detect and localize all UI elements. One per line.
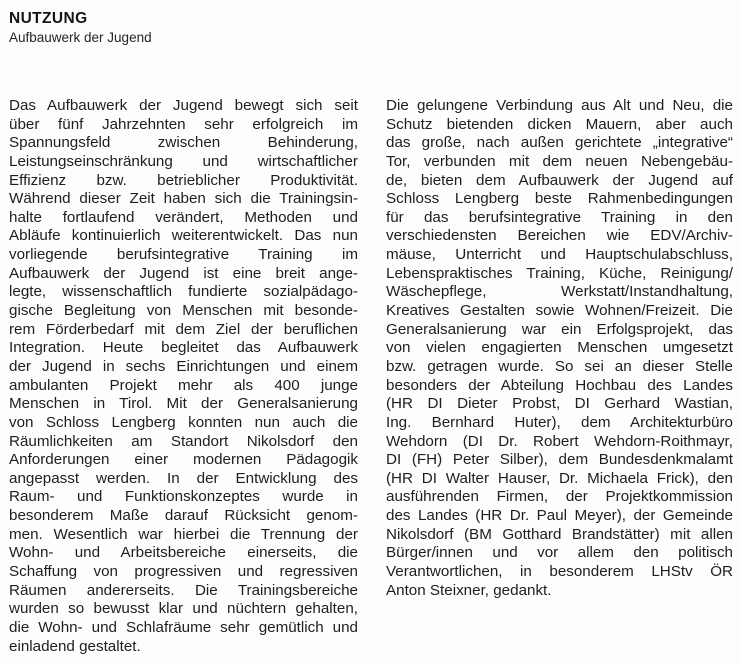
- text-line: DI (FH) Peter Silber), dem Bundesdenkmalamt: [386, 451, 733, 469]
- text-line: Aufbauwerk der Jugend ist eine breit ange-: [9, 264, 358, 282]
- text-line: von Schloss Lengberg konnten nun auch die: [9, 413, 358, 431]
- text-line: Das Aufbauwerk der Jugend bewegt sich seit: [9, 97, 358, 114]
- text-line: Menschen in Tirol. Mit der Generalsanierung: [9, 395, 358, 413]
- text-line: Räumlichkeiten am Standort Nikolsdorf den: [9, 432, 358, 450]
- text-line: Räumen andererseits. Die Trainingsbereiche: [9, 581, 358, 599]
- text-line: Wohn- und Arbeitsbereiche einerseits, die: [9, 544, 358, 562]
- article-column-left: [9, 97, 358, 656]
- text-line: der Jugend in sechs Einrichtungen und einem: [9, 357, 358, 375]
- text-line: bzw. getragen wurde. So sei an dieser Stelle: [386, 357, 733, 375]
- text-line: ambulanten Projekt mehr als 400 junge: [9, 376, 358, 394]
- text-line: ausführenden Firmen, der Projektkommission: [386, 488, 733, 506]
- text-line: Raum- und Funktionskonzeptes wurde in: [9, 488, 358, 506]
- text-line: gische Begleitung von Menschen mit besonde-: [9, 302, 358, 320]
- text-line: Spannungsfeld zwischen Behinderung,: [9, 134, 358, 152]
- text-line: de, bieten dem Aufbauwerk der Jugend auf: [386, 171, 733, 189]
- text-line: mäuse, Unterricht und Hauptschulabschluss,: [386, 246, 733, 264]
- text-line: des Landes (HR Dr. Paul Meyer), der Gemeinde: [386, 507, 733, 525]
- text-line: Anforderungen einer modernen Pädagogik: [9, 451, 358, 469]
- text-line: Während dieser Zeit haben sich die Trainingsin-: [9, 190, 358, 208]
- text-line: über fünf Jahrzehnten sehr erfolgreich im: [9, 115, 358, 133]
- text-line: besonders der Abteilung Hochbau des Landes: [386, 376, 733, 394]
- text-line: Lebenspraktisches Training, Küche, Reinigung/: [386, 264, 733, 282]
- text-line: (HR DI Dieter Probst, DI Gerhard Wastian,: [386, 395, 733, 413]
- text-line: angepasst werden. In der Entwicklung des: [9, 469, 358, 487]
- text-line: einladend gestaltet.: [9, 637, 141, 655]
- page-header: [9, 10, 152, 46]
- page-subtitle: Aufbauwerk der Jugend: [9, 30, 152, 45]
- text-line: verschiedensten Bereichen wie EDV/Archiv-: [386, 227, 733, 245]
- text-line: Tor, verbunden mit dem neuen Nebengebäu-: [386, 152, 733, 170]
- article-column-right: [386, 97, 733, 656]
- text-line: Anton Steixner, gedankt.: [386, 581, 552, 599]
- text-line: besonderem Maße darauf Rücksicht genom-: [9, 507, 358, 525]
- text-line: Schloss Lengberg beste Rahmenbedingungen: [386, 190, 733, 208]
- text-line: Kreatives Gestalten sowie Wohnen/Freizeit. Die: [386, 302, 733, 320]
- text-line: Bürger/innen und vor allem den politisch: [386, 544, 733, 562]
- text-line: Wehdorn (DI Dr. Robert Wehdorn-Roithmayr,: [386, 432, 733, 450]
- text-line: Integration. Heute begleitet das Aufbauwerk: [9, 339, 358, 357]
- text-line: men. Wesentlich war hierbei die Trennung der: [9, 525, 358, 543]
- text-line: wurden so bewusst klar und nüchtern gehalten,: [9, 600, 358, 618]
- text-line: vorliegende berufsintegrative Training im: [9, 246, 358, 264]
- text-line: Effizienz bzw. betrieblicher Produktivität.: [9, 171, 358, 189]
- text-line: rem Förderbedarf mit dem Ziel der beruflichen: [9, 320, 358, 338]
- text-line: von vielen engagierten Menschen umgesetzt: [386, 339, 733, 357]
- text-line: das große, nach außen gerichtete „integrative“: [386, 134, 733, 152]
- text-line: Ing. Bernhard Huter), dem Architekturbüro: [386, 413, 733, 431]
- text-line: Generalsanierung war ein Erfolgsprojekt, das: [386, 320, 733, 338]
- text-line: Leistungseinschränkung und wirtschaftlicher: [9, 152, 358, 170]
- text-line: Verantwortlichen, in besonderem LHStv ÖR: [386, 563, 733, 581]
- text-line: (HR DI Walter Hauser, Dr. Michaela Frick), den: [386, 469, 733, 487]
- article-body: [9, 97, 733, 656]
- text-line: Nikolsdorf (BM Gotthard Brandstätter) mit allen: [386, 525, 733, 543]
- text-line: Schaffung von progressiven und regressiven: [9, 563, 358, 581]
- text-line: Schutz bietenden dicken Mauern, aber auch: [386, 115, 733, 133]
- text-line: für das berufsintegrative Training in den: [386, 208, 733, 226]
- page-title: NUTZUNG: [9, 10, 88, 27]
- text-line: halte fortlaufend verändert, Methoden und: [9, 208, 358, 226]
- text-line: Wäschepflege, Werkstatt/Instandhaltung,: [386, 283, 733, 301]
- text-line: die Wohn- und Schlafräume sehr gemütlich und: [9, 618, 358, 636]
- text-line: Abläufe kontinuierlich weiterentwickelt. Das nun: [9, 227, 358, 245]
- text-line: Die gelungene Verbindung aus Alt und Neu, die: [386, 97, 733, 114]
- text-line: legte, wissenschaftlich fundierte sozialpädago-: [9, 283, 358, 301]
